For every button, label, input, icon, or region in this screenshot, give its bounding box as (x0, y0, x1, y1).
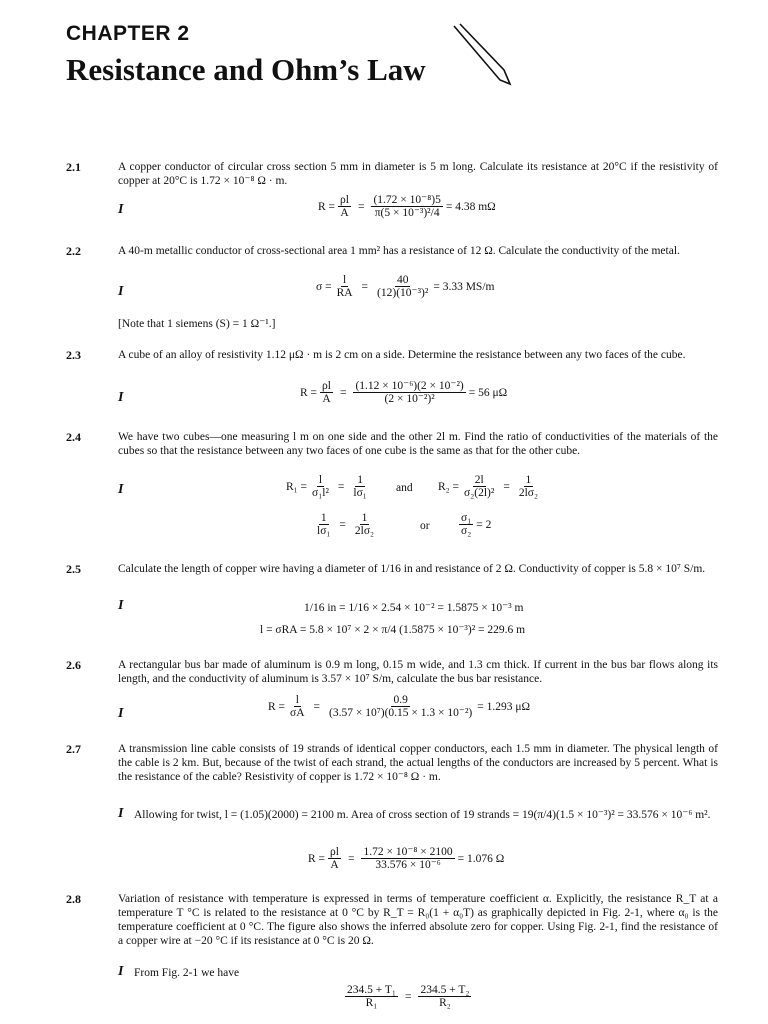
fraction-denominator: A (330, 859, 339, 871)
solution-equation-r2: R₂ = $\frac{2l}{\text{σ₂(2l)²}}$ = $\frac{1}{\text{2lσ₂}}$ (438, 474, 538, 499)
fraction-numerator: ρl (322, 380, 331, 392)
solution-mark: I (118, 598, 124, 613)
eq-sign: = (404, 990, 412, 1003)
problem-statement: Variation of resistance with temperature is expressed in terms of temperature coefficient α. Explicitly, the resistance R_T at a temperature T °C is related to the resistance at 0 °C by R_T = R₀(1 + α₀T) as graphically depicted in Fig. 2-1, where α₀ is the temperature coefficient at 0 °C. The figure also shows the inferred absolute zero for copper. Using Fig. 2-1, find the resistance of a copper wire at −20 °C if its resistance at 0 °C is 20 Ω. (118, 893, 718, 947)
solution-equation (308, 846, 504, 871)
fraction-denominator: (3.57 × 10⁷)(0.15 × 1.3 × 10⁻²) (329, 707, 473, 719)
problem-statement: A transmission line cable consists of 19 strands of identical copper conductors, each 1.5 mm in diameter. The physical length of the cable is 2 km. But, because of the twist of each strand, the actual lengths of the conductors are increased by 5 percent. What is the resistance of the cable? Resistivity of copper is 1.72 × 10⁻⁸ Ω · m. (118, 743, 718, 783)
fraction-numerator: 0.9 (393, 694, 408, 706)
fraction-numerator: l (295, 694, 299, 706)
fraction-denominator: A (340, 207, 349, 219)
eq-sign: = (313, 700, 321, 713)
chapter-label: CHAPTER 2 (66, 22, 190, 45)
fraction-denominator: A (322, 393, 331, 405)
solution-mark: I (118, 390, 124, 405)
problem-statement: A copper conductor of circular cross section 5 mm in diameter is 5 m long. Calculate its resistance at 20°C if the resistivity of copper at 20°C is 1.72 × 10⁻⁸ Ω · m. (118, 161, 718, 187)
solution-equation (300, 380, 507, 405)
fraction-denominator: σ₂(2l)² (464, 487, 495, 499)
fraction-numerator: ρl (340, 194, 349, 206)
eq-result: = 56 μΩ (468, 386, 508, 399)
solution-mark: I (118, 284, 124, 299)
fraction-numerator: 1 (320, 512, 327, 524)
eq-lhs: σ = (316, 280, 332, 293)
eq-lhs: R = (308, 852, 326, 865)
fraction-denominator: R₁ (365, 997, 378, 1009)
corner-triangle-mark (452, 22, 512, 92)
solution-line-2: l = σRA = 5.8 × 10⁷ × 2 × π/4 (1.5875 × 10⁻³)² = 229.6 m (260, 624, 526, 636)
fraction-numerator: σ₁ (461, 512, 472, 524)
problem-statement: Calculate the length of copper wire having a diameter of 1/16 in and resistance of 2 Ω. Conductivity of copper is 5.8 × 10⁷ S/m. (118, 563, 706, 575)
problem-statement: A 40-m metallic conductor of cross-sectional area 1 mm² has a resistance of 12 Ω. Calculate the conductivity of the metal. (118, 245, 680, 257)
fraction-numerator: 234.5 + T₂ (420, 984, 470, 996)
solution-equation-ratio (456, 512, 491, 537)
eq-result: = 4.38 mΩ (445, 200, 496, 213)
problem-number: 2.3 (66, 348, 81, 362)
problem-number: 2.4 (66, 430, 81, 444)
fraction-numerator: l (342, 274, 347, 286)
eq-lhs: R₁ = (286, 480, 308, 493)
fraction-numerator: 1 (361, 512, 368, 524)
solution-mark: I (118, 806, 124, 821)
fraction-denominator: σ₁l² (312, 487, 329, 499)
problem-number: 2.7 (66, 742, 81, 756)
eq-lhs: R₂ = (438, 480, 460, 493)
fraction-denominator: lσ₁ (317, 525, 331, 537)
fraction-numerator: (1.72 × 10⁻⁸)5 (373, 194, 441, 206)
or-word: or (420, 520, 430, 532)
fraction-denominator: (2 × 10⁻²)² (384, 393, 435, 405)
eq-lhs: R = (268, 700, 286, 713)
fraction-numerator: 234.5 + T₁ (347, 984, 396, 996)
fraction-denominator: 2lσ₂ (518, 487, 538, 499)
eq-sign: = (361, 280, 369, 293)
problem-statement: We have two cubes—one measuring l m on one side and the other 2l m. Find the ratio of conductivities of the materials of the cubes so that the resistance between any two faces of one cube is the same as that for the other cube. (118, 431, 718, 457)
eq-result: = 1.076 Ω (457, 852, 505, 865)
fraction-numerator: 2l (474, 474, 484, 486)
fraction-denominator: (12)(10⁻³)² (377, 287, 429, 299)
fraction-denominator: σA (290, 707, 305, 719)
problem-number: 2.6 (66, 658, 81, 672)
eq-sign: = (339, 386, 347, 399)
fraction-denominator: lσ₁ (353, 487, 367, 499)
note-text: [Note that 1 siemens (S) = 1 Ω⁻¹.] (118, 318, 276, 330)
solution-mark: I (118, 482, 124, 497)
fraction-denominator: RA (336, 287, 353, 299)
eq-result: = 3.33 MS/m (433, 280, 495, 293)
fraction-denominator: 33.576 × 10⁻⁶ (375, 859, 441, 871)
solution-line-1: 1/16 in = 1/16 × 2.54 × 10⁻² = 1.5875 × 10⁻³ m (304, 602, 524, 614)
problem-number: 2.2 (66, 244, 81, 258)
problem-number: 2.1 (66, 160, 81, 174)
fraction-denominator: 2lσ₂ (354, 525, 375, 537)
fraction-numerator: 1 (357, 474, 363, 486)
fraction-numerator: l (318, 474, 323, 486)
eq-result: = 2 (476, 518, 492, 531)
problem-statement: A rectangular bus bar made of aluminum is 0.9 m long, 0.15 m wide, and 1.3 cm thick. If current in the bus bar flows along its length, and the conductivity of aluminum is 3.57 × 10⁷ S/m, calculate the bus bar resistance. (118, 659, 718, 685)
and-word: and (396, 482, 413, 494)
fraction-denominator: π(5 × 10⁻³)²/4 (374, 207, 440, 219)
solution-equation-r1: R₁ = $\frac{l}{\text{σ₁l²}}$ = $\frac{1}{\text{lσ₁}}$ (286, 474, 367, 499)
solution-mark: I (118, 706, 124, 721)
solution-equation-equal: $\frac{1}{\text{lσ₁}}$ = $\frac{1}{\text{2lσ₂}}$ (317, 512, 375, 537)
problem-number: 2.5 (66, 562, 81, 576)
fraction-numerator: (1.12 × 10⁻⁶)(2 × 10⁻²) (355, 380, 464, 392)
fraction-numerator: 40 (396, 274, 409, 286)
fraction-denominator: R₂ (439, 997, 451, 1009)
solution-equation (268, 694, 530, 719)
solution-equation (316, 274, 494, 299)
eq-result: = 1.293 μΩ (477, 700, 531, 713)
problem-statement: A cube of an alloy of resistivity 1.12 μΩ · m is 2 cm on a side. Determine the resistance between any two faces of the cube. (118, 349, 686, 361)
eq-sign: = (357, 200, 365, 213)
fraction-numerator: 1.72 × 10⁻⁸ × 2100 (363, 846, 453, 858)
solution-equation (342, 984, 474, 1009)
eq-sign: = (347, 852, 355, 865)
fraction-denominator: σ₂ (461, 525, 472, 537)
problem-number: 2.8 (66, 892, 81, 906)
solution-text: From Fig. 2-1 we have (134, 967, 240, 979)
solution-equation (318, 194, 496, 219)
chapter-title: Resistance and Ohm’s Law (66, 52, 426, 87)
eq-lhs: R = (300, 386, 318, 399)
eq-lhs: R = (318, 200, 336, 213)
fraction-numerator: ρl (330, 846, 339, 858)
solution-mark: I (118, 964, 124, 979)
solution-mark: I (118, 202, 124, 217)
solution-text: Allowing for twist, l = (1.05)(2000) = 2100 m. Area of cross section of 19 strands = 19(π/4)(1.5 × 10⁻³)² = 33.576 × 10⁻⁶ m². (134, 809, 711, 821)
fraction-numerator: 1 (525, 474, 532, 486)
